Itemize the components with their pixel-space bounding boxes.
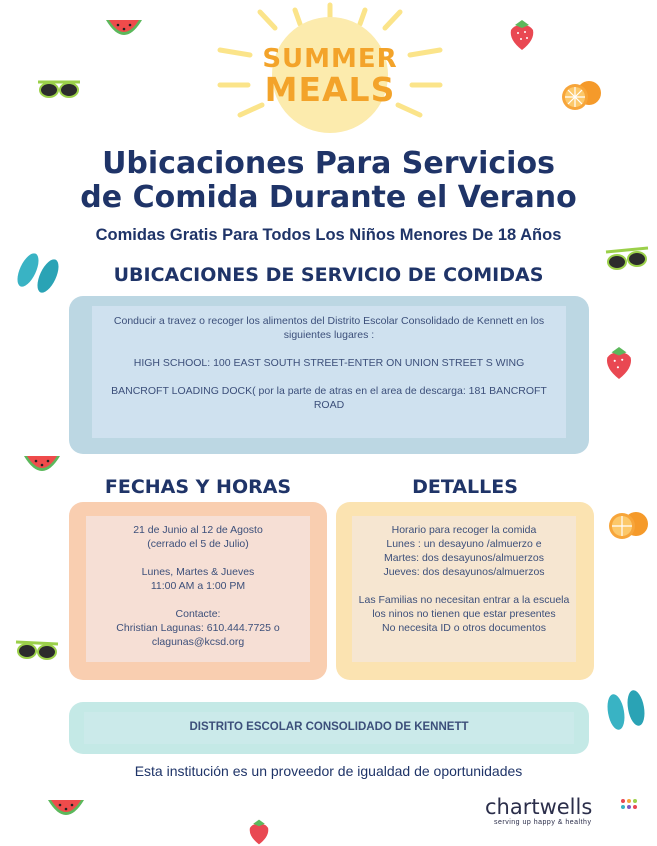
logo-meals-text: MEALS bbox=[264, 70, 396, 109]
dates-text-box bbox=[86, 516, 310, 662]
details-line: Horario para recoger la comida bbox=[391, 524, 537, 536]
details-line: No necesita ID o otros documentos bbox=[381, 622, 546, 634]
details-line: Jueves: dos desayunos/almuerzos bbox=[383, 566, 545, 578]
orange-icon bbox=[559, 78, 603, 112]
details-line: Lunes : un desayuno /almuerzo e bbox=[386, 538, 542, 550]
locations-text-box bbox=[92, 306, 566, 438]
dates-hours: 11:00 AM a 1:00 PM bbox=[150, 580, 246, 592]
contact-email: clagunas@kcsd.org bbox=[151, 636, 245, 648]
flip-flops-icon bbox=[602, 688, 650, 734]
dates-range: 21 de Junio al 12 de Agosto bbox=[133, 524, 263, 536]
details-heading: DETALLES bbox=[412, 476, 518, 498]
dates-heading: FECHAS Y HORAS bbox=[104, 476, 292, 498]
page-title-line1: Ubicaciones Para Servicios bbox=[102, 146, 555, 181]
chartwells-tagline: serving up happy & healthy bbox=[494, 819, 592, 826]
contact-phone: Christian Lagunas: 610.444.7725 o bbox=[116, 622, 280, 634]
strawberry-icon bbox=[603, 344, 635, 382]
locations-heading: UBICACIONES DE SERVICIO DE COMIDAS bbox=[113, 264, 544, 286]
watermelon-icon bbox=[22, 452, 62, 480]
page-subtitle: Comidas Gratis Para Todos Los Niños Menores De 18 Años bbox=[95, 226, 562, 244]
chartwells-dots-icon bbox=[619, 797, 637, 815]
dates-closed: (cerrado el 5 de Julio) bbox=[147, 538, 249, 550]
details-line: Las Familias no necesitan entrar a la escuela bbox=[358, 594, 570, 606]
details-line: los ninos no tienen que estar presentes bbox=[372, 608, 556, 620]
details-text-box bbox=[352, 516, 576, 662]
chartwells-logo: chartwells bbox=[485, 795, 593, 819]
details-line: Martes: dos desayunos/almuerzos bbox=[384, 552, 544, 564]
sunglasses-icon bbox=[14, 638, 60, 664]
sunglasses-icon bbox=[36, 78, 82, 102]
page-title-line2: de Comida Durante el Verano bbox=[80, 180, 577, 215]
location-high-school: HIGH SCHOOL: 100 EAST SOUTH STREET-ENTER ON UNION STREET S WING bbox=[133, 357, 525, 369]
contact-label: Contacte: bbox=[175, 608, 221, 620]
locations-intro: Conducir a travez o recoger los alimentos del Distrito Escolar Consolidado de Kennett en los siguientes lugares : bbox=[113, 315, 545, 341]
orange-icon bbox=[606, 508, 650, 542]
district-name: DISTRITO ESCOLAR CONSOLIDADO DE KENNETT bbox=[189, 721, 469, 733]
watermelon-icon bbox=[46, 796, 86, 824]
location-bancroft: BANCROFT LOADING DOCK( por la parte de atras en el area de descarga: 181 BANCROFT ROAD bbox=[111, 385, 547, 411]
equal-opportunity-statement: Esta institución es un proveedor de igualdad de oportunidades bbox=[134, 763, 523, 779]
strawberry-icon bbox=[244, 818, 274, 846]
dates-days: Lunes, Martes & Jueves bbox=[141, 566, 255, 578]
watermelon-icon bbox=[104, 16, 144, 44]
logo-summer-text: SUMMER bbox=[262, 44, 398, 74]
strawberry-icon bbox=[507, 18, 537, 52]
